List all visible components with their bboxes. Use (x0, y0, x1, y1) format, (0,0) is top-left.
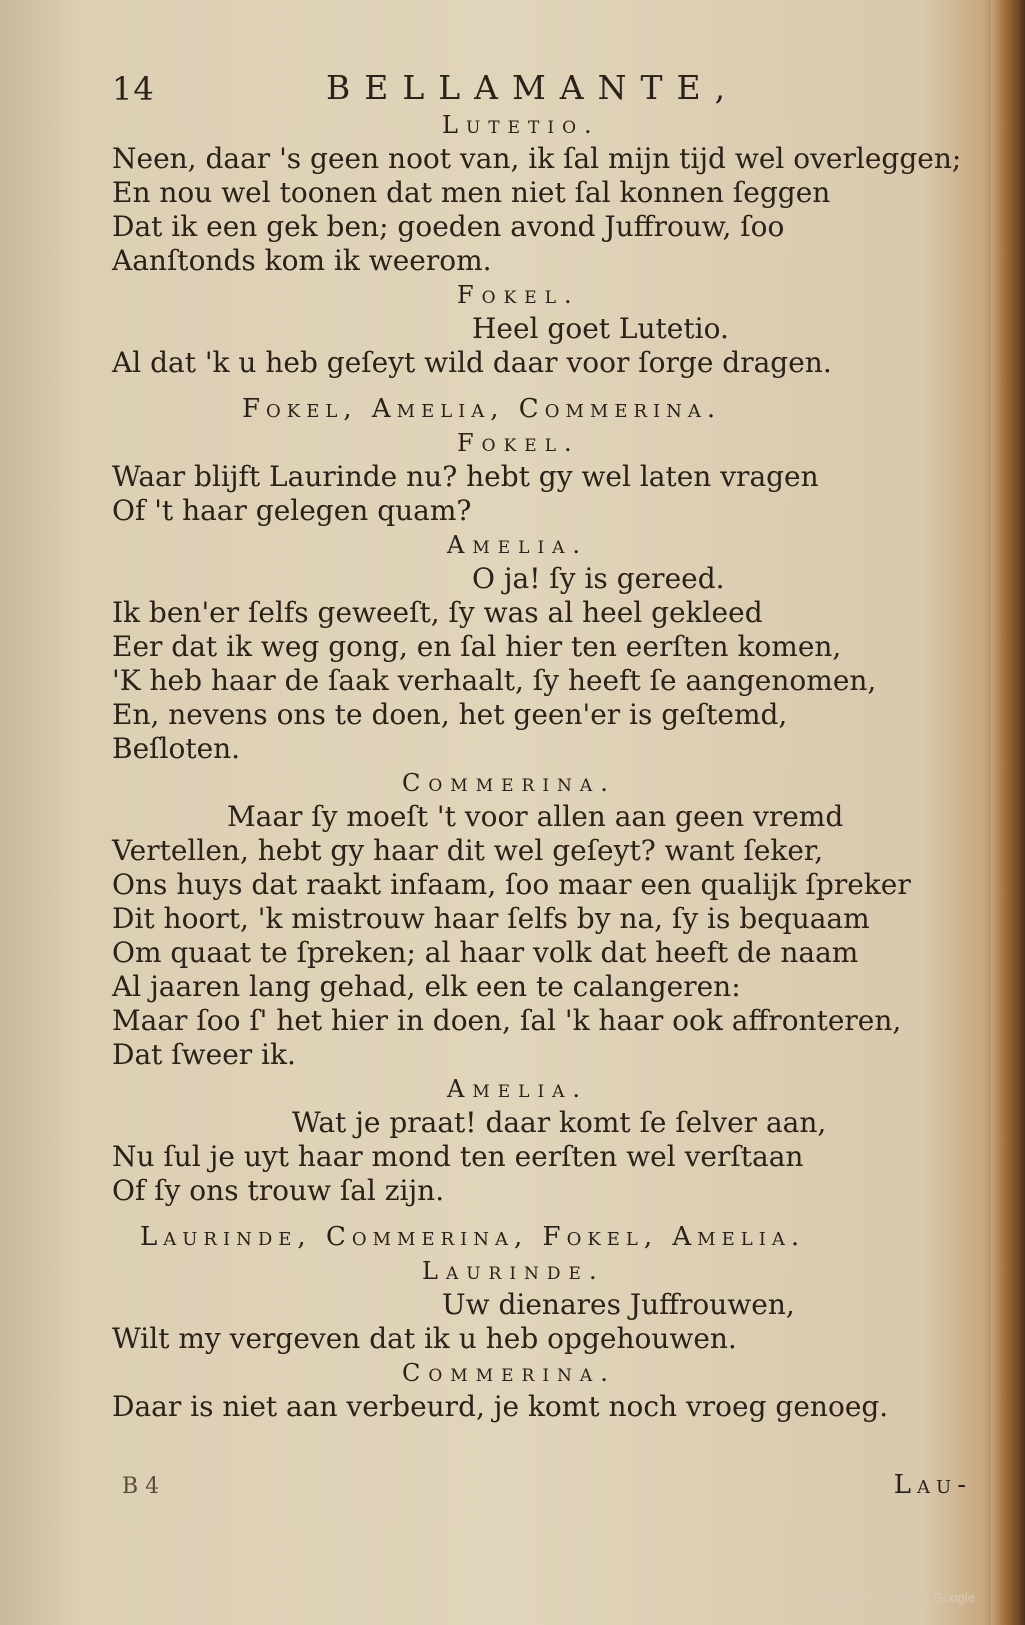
verse-line: Al jaaren lang gehad, elk een te calangeren: (112, 970, 741, 1003)
speaker-name: Lutetio. (442, 111, 600, 139)
verse-line: Om quaat te ſpreken; al haar volk dat heeft de naam (112, 936, 859, 969)
watermark: Gedigitaliseerd door Google (813, 1590, 975, 1605)
verse-line: Dat ſweer ik. (112, 1038, 296, 1071)
verse-line: Nu ſul je uyt haar mond ten eerſten wel verſtaan (112, 1140, 804, 1173)
verse-line: Dit hoort, 'k mistrouw haar ſelfs by na, ſy is bequaam (112, 902, 870, 935)
verse-line: Ons huys dat raakt infaam, ſoo maar een qualijk ſpreker (112, 868, 911, 901)
speaker-name: Amelia. (447, 531, 589, 559)
verse-line: Of ſy ons trouw ſal zijn. (112, 1174, 445, 1207)
play-text (112, 108, 972, 1424)
page-footer (112, 1470, 972, 1510)
verse-line: Daar is niet aan verbeurd, je komt noch vroeg genoeg. (112, 1390, 889, 1423)
section-gap (112, 380, 972, 392)
signature-mark: B 4 (122, 1474, 160, 1499)
verse-line: Dat ik een gek ben; goeden avond Juffrouw, ſoo (112, 210, 785, 243)
verse-line: Neen, daar 's geen noot van, ik ſal mijn tijd wel overleggen; (112, 142, 962, 175)
speaker-name: Laurinde. (422, 1257, 605, 1285)
verse-line: Maar ſy moeſt 't voor allen aan geen vremd (227, 800, 844, 833)
speaker-name: Fokel. (457, 429, 580, 457)
verse-line: Uw dienares Juffrouwen, (442, 1288, 795, 1321)
verse-line: Wat je praat! daar komt ſe ſelver aan, (292, 1106, 827, 1139)
speaker-name: Commerina. (402, 1359, 616, 1387)
speaker-name: Amelia. (447, 1075, 589, 1103)
verse-line: Al dat 'k u heb geſeyt wild daar voor ſorge dragen. (112, 346, 832, 379)
scene-heading: Fokel, Amelia, Commerina. (242, 394, 722, 424)
speaker-name: Fokel. (457, 281, 580, 309)
page-edge (991, 0, 1025, 1625)
verse-line: Vertellen, hebt gy haar dit wel geſeyt? want ſeker, (112, 834, 824, 867)
verse-line: Waar blijft Laurinde nu? hebt gy wel laten vragen (112, 460, 819, 493)
verse-line: Heel goet Lutetio. (472, 312, 729, 345)
running-title: BELLAMANTE, (326, 68, 740, 107)
verse-line: 'K heb haar de ſaak verhaalt, ſy heeft ſe aangenomen, (112, 664, 877, 697)
verse-line: Wilt my vergeven dat ik u heb opgehouwen. (112, 1322, 737, 1355)
scene-heading: Laurinde, Commerina, Fokel, Amelia. (140, 1222, 806, 1252)
section-gap (112, 1208, 972, 1220)
verse-line: O ja! ſy is gereed. (472, 562, 725, 595)
verse-line: Maar ſoo ſ' het hier in doen, ſal 'k haar ook affronteren, (112, 1004, 902, 1037)
verse-line: En nou wel toonen dat men niet ſal konnen ſeggen (112, 176, 831, 209)
verse-line: Beſloten. (112, 732, 241, 765)
verse-line: Ik ben'er ſelfs geweeſt, ſy was al heel gekleed (112, 596, 763, 629)
speaker-name: Commerina. (402, 769, 616, 797)
page-number: 14 (112, 70, 155, 108)
page-header (112, 62, 832, 112)
verse-line: Aanſtonds kom ik weerom. (112, 244, 492, 277)
verse-line: Of 't haar gelegen quam? (112, 494, 472, 527)
verse-line: Eer dat ik weg gong, en ſal hier ten eerſten komen, (112, 630, 842, 663)
verse-line: En, nevens ons te doen, het geen'er is geſtemd, (112, 698, 788, 731)
catchword: Lau- (893, 1470, 972, 1500)
